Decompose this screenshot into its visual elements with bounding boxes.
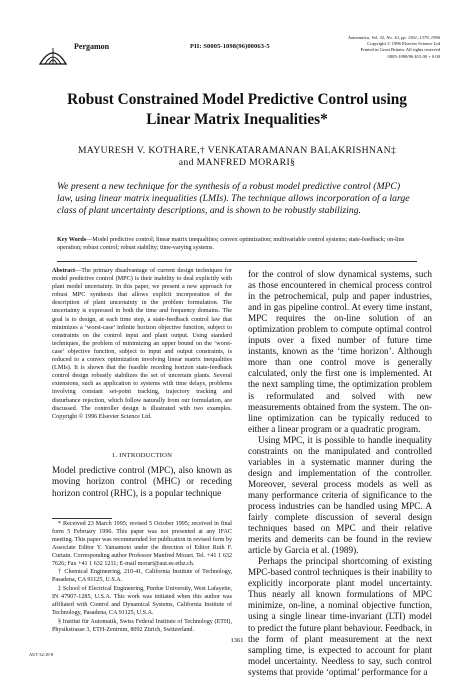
journal-line: Copyright © 1996 Elsevier Science Ltd xyxy=(367,41,440,47)
intro-paragraph: Model predictive control (MPC), also known as moving horizon control (MHC) or receding horizon control (RHC), is a popular technique xyxy=(52,465,232,498)
abstract xyxy=(52,267,232,421)
author-line: and MANFRED MORARI§ xyxy=(178,157,296,169)
lead-abstract: We present a new technique for the synthesis of a robust model predictive control (MPC) law, using linear matrix inequalities (LMIs). The technique allows incorporation of a large class of plant uncertainty descriptions, and is shown to be robustly stabilizing. xyxy=(57,181,410,216)
title-line: Robust Constrained Model Predictive Control using xyxy=(67,91,407,108)
body-paragraph: Perhaps the principal shortcoming of existing MPC-based control techniques is their inability to explicitly incorporate plant model uncertainty. Thus nearly all known formulations of MPC minimize, on-line, a nominal objective function, using a single linear time-invariant (LTI) model to predict the future plant behaviour. Feedback, in the form of plant measurement at the next sampling time, is expected to account for plant model uncertainty. Needless to say, such control systems that provide ‘optimal’ performance for a xyxy=(248,556,432,677)
abstract-text: —The primary disadvantage of current design techniques for model predictive control (MPC) is their inability to deal explicitly with plant model uncertainty. In this paper, we present a new approach for robust MPC synthesis that allows explicit incorporation of the description of plant uncertainty in the problem formulation. The uncertainty is expressed in both the time and frequency domains. The goal is to design, at each time step, a state-feedback control law that minimizes a ‘worst-case’ infinite horizon objective function, subject to constraints on the control input and plant output. Using standard techniques, the problem of minimizing an upper bound on the ‘worst-case’ objective function, subject to input and output constraints, is reduced to a convex optimization involving linear matrix inequalities (LMIs). It is shown that the feasible receding horizon state-feedback control design robustly stabilizes the set of uncertain plants. Several extensions, such as application to systems with time delays, problems involving constant set-point tracking, trajectory tracking and disturbance rejection, which follow naturally from our formulation, are discussed. The controller design is illustrated with two examples. Copyright © 1996 Elsevier Science Ltd. xyxy=(52,267,232,420)
keywords-text: —Model predictive control; linear matrix inequalities; convex optimization; multivariable control systems; state-feedback; on-line operation; robust control; robust stability; time-varying systems. xyxy=(57,237,405,251)
footnote: § Institut für Automatik, Swiss Federal Institute of Technology (ETH), Physikstrasse 3, ETH-Zentrum, 8092 Zürich, Switzerland. xyxy=(52,618,232,633)
section-heading: 1. INTRODUCTION xyxy=(111,452,173,459)
author-list xyxy=(0,145,474,169)
footnote: † Chemical Engineering, 210-41, California Institute of Technology, Pasadena, CA 91125, U.S.A. xyxy=(52,569,232,584)
footnote: ‡ School of Electrical Engineering, Purdue University, West Lafayette, IN 47907-1285, U.S.A. This work was initiated when this author was affiliated with Control and Dynamical Systems, California Institute of Technology, Pasadena, CA 91125, U.S.A. xyxy=(52,586,232,616)
publisher-name: Pergamon xyxy=(74,42,110,51)
journal-line: Printed in Great Britain. All rights reserved xyxy=(360,47,440,53)
body-paragraph: Using MPC, it is possible to handle inequality constraints on the manipulated and controlled variables in a systematic manner during the design and implementation of the controller. Moreover, several process models as well as many performance criteria of significance to the process industries can be handled using MPC. A fairly complete discussion of several design techniques based on MPC and their relative merits and demerits can be found in the review article by Garcia et al. (1989). xyxy=(248,434,432,556)
pii-code: PII: S0005-1098(96)00063-5 xyxy=(190,43,270,50)
page-number: 1361 xyxy=(230,637,244,644)
footnotes xyxy=(52,521,232,636)
author-line: MAYURESH V. KOTHARE,† VENKATARAMANAN BALAKRISHNAN‡ xyxy=(77,145,397,156)
journal-info xyxy=(270,35,440,60)
body-paragraph: for the control of slow dynamical systems, such as those encountered in chemical process control in the petrochemical, pulp and paper industries, and in gas pipeline control. At every time instant, MPC requires the on-line solution of an optimization problem to compute optimal control inputs over a fixed number of future time instants, known as the ‘time horizon’. Although more than one control move is generally calculated, only the first one is implemented. At the next sampling time, the optimization problem is reformulated and solved with new measurements obtained from the system. The on-line optimization can be typically reduced to either a linear program or a quadratic program. xyxy=(248,269,432,434)
corner-code: AUT 32:10-8 xyxy=(29,652,54,657)
footnote-divider xyxy=(52,518,112,519)
title-line: Linear Matrix Inequalities* xyxy=(146,111,328,128)
keywords-label: Key Words xyxy=(57,237,87,243)
right-column xyxy=(248,269,432,678)
paper-title xyxy=(0,90,474,130)
footnote: * Received 23 March 1995; revised 5 October 1995; received in final form 5 February 1996. This paper was not presented at any IFAC meeting. This paper was recommended for publication in revised form by Associate Editor Y. Yamamoto under the direction of Editor Ruth F. Curtain. Corresponding author Professor Manfred Morari. Tel. +41 1 632 7626; Fax +41 1 632 1211; E-mail morari@aut.ee.ethz.ch. xyxy=(52,521,232,567)
publisher-logo xyxy=(38,44,68,66)
abstract-label: Abstract xyxy=(52,267,76,274)
keywords xyxy=(57,236,417,252)
header-divider xyxy=(57,261,417,262)
journal-line: Automatica, Vol. 32, No. 10, pp. 1361–1379, 1996 xyxy=(347,35,440,40)
journal-line: 0005-1098/96 $15.00 + 0.00 xyxy=(387,53,440,59)
